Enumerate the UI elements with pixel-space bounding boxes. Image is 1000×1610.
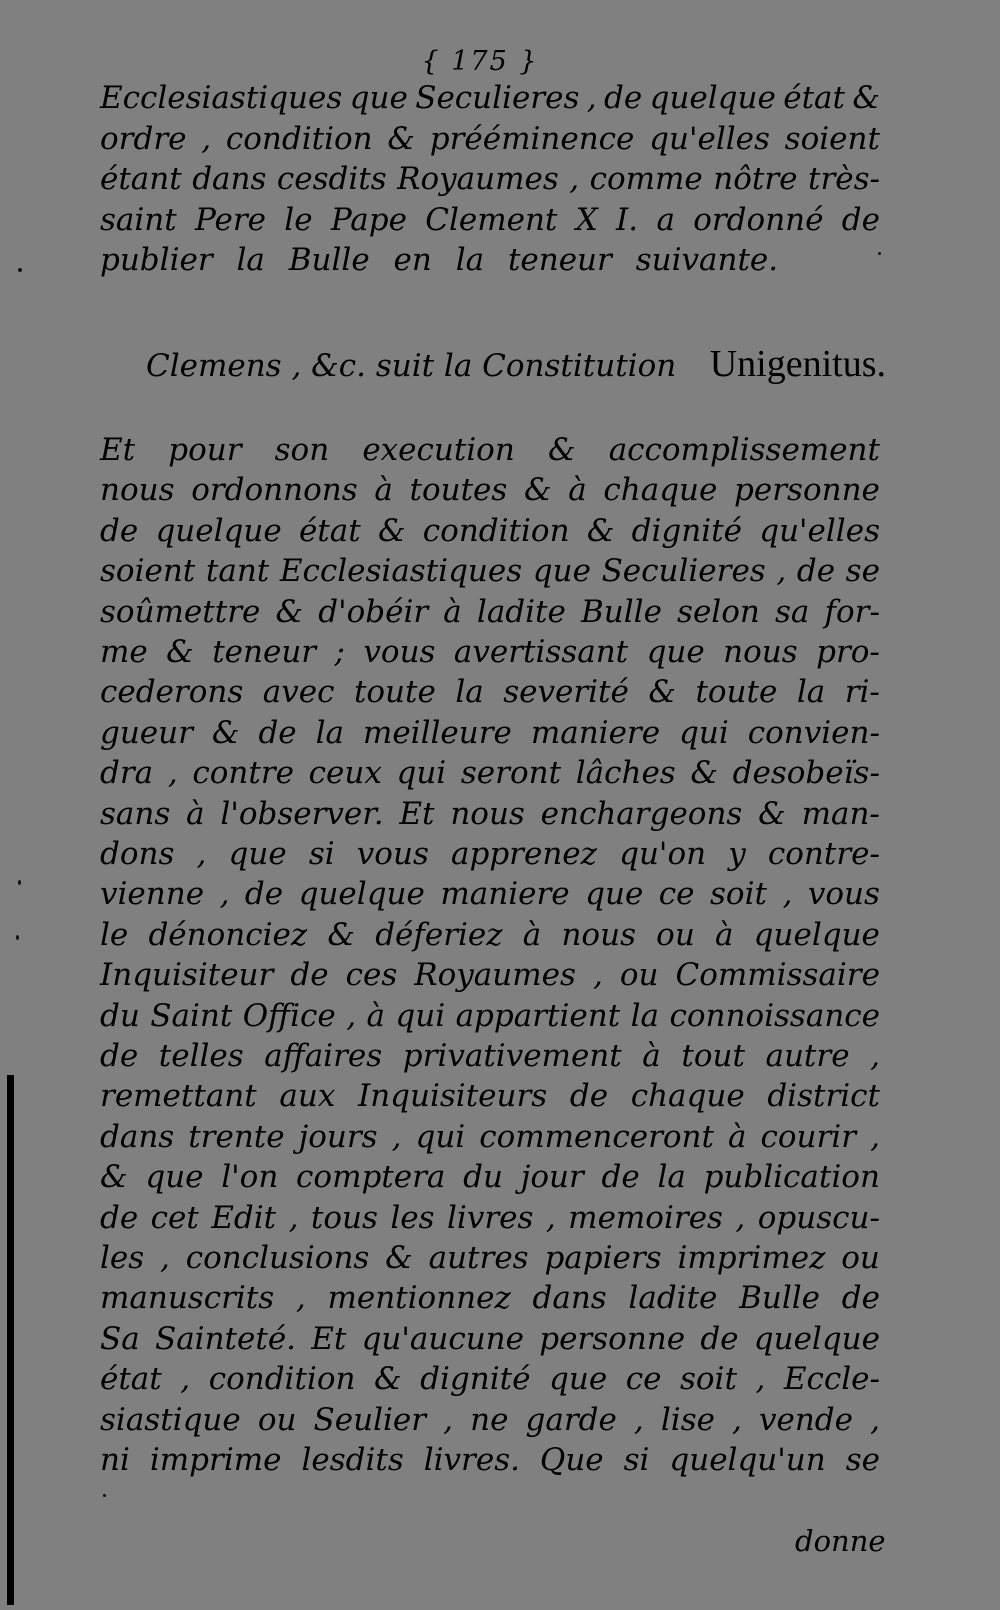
ink-speck xyxy=(18,268,22,272)
text-line: ordre , condition & prééminence qu'elles soient xyxy=(100,120,880,157)
ink-speck xyxy=(16,935,19,940)
text-line: du Saint Office , à qui appartient la connoissance xyxy=(100,997,880,1034)
text-line: remettant aux Inquisiteurs de chaque district xyxy=(100,1078,880,1115)
text-line: Ecclesiastiques que Seculieres , de quelque état & xyxy=(100,80,880,116)
text-line: ni imprime lesdits livres. Que si quelqu'un se xyxy=(100,1442,880,1478)
text-line: de telles affaires privativement à tout autre , xyxy=(100,1038,880,1074)
text-line: sans à l'observer. Et nous enchargeons & man- xyxy=(100,795,880,832)
ink-speck xyxy=(18,880,21,885)
catchword: donne xyxy=(795,1524,886,1558)
text-line: soûmettre & d'obéir à ladite Bulle selon sa for- xyxy=(100,593,880,630)
text-line: le dénonciez & déferiez à nous ou à quelque xyxy=(100,916,880,953)
page-number: { 175 } xyxy=(421,46,539,77)
text-line: me & teneur ; vous avertissant que nous pro- xyxy=(100,634,880,670)
text-line: dra , contre ceux qui seront lâches & desobeïs- xyxy=(100,755,880,792)
text-line: étant dans cesdits Royaumes , comme nôtre très- xyxy=(100,161,880,197)
text-line: soient tant Ecclesiastiques que Seculieres , de se xyxy=(100,553,880,590)
text-line: Sa Sainteté. Et qu'aucune personne de quelque xyxy=(100,1320,880,1357)
heading-italic-text: Clemens , &c. suit la Constitution xyxy=(146,348,677,384)
text-line: manuscrits , mentionnez dans ladite Bulle de xyxy=(100,1280,880,1317)
text-line: gueur & de la meilleure maniere qui convien- xyxy=(100,714,880,751)
text-line: vienne , de quelque maniere que ce soit , vous xyxy=(100,876,880,913)
margin-rule xyxy=(7,1075,14,1605)
text-line: siastique ou Seulier , ne garde , lise , vende , xyxy=(100,1401,880,1438)
text-line: de cet Edit , tous les livres , memoires , opuscu- xyxy=(100,1199,880,1236)
section-heading xyxy=(146,342,886,386)
text-line: Et pour son execution & accomplissement xyxy=(100,432,880,468)
text-line: état , condition & dignité que ce soit , Eccle- xyxy=(100,1361,880,1398)
heading-title: Unigenitus. xyxy=(709,343,886,385)
text-line: de quelque état & condition & dignité qu'elles xyxy=(100,512,880,549)
text-line: dans trente jours , qui commenceront à courir , xyxy=(100,1118,880,1155)
text-line: cederons avec toute la severité & toute la ri- xyxy=(100,674,880,711)
text-line: les , conclusions & autres papiers imprimez ou xyxy=(100,1240,880,1276)
text-line: publier la Bulle en la teneur suivante. xyxy=(100,242,779,278)
text-line: nous ordonnons à toutes & à chaque personne xyxy=(100,472,880,509)
text-line: Inquisiteur de ces Royaumes , ou Commissaire xyxy=(100,957,880,994)
text-line: dons , que si vous apprenez qu'on y contre- xyxy=(100,836,880,872)
text-line: saint Pere le Pape Clement X I. a ordonné de xyxy=(100,201,880,238)
ink-speck xyxy=(103,1494,106,1497)
text-line: & que l'on comptera du jour de la publication xyxy=(100,1159,880,1196)
